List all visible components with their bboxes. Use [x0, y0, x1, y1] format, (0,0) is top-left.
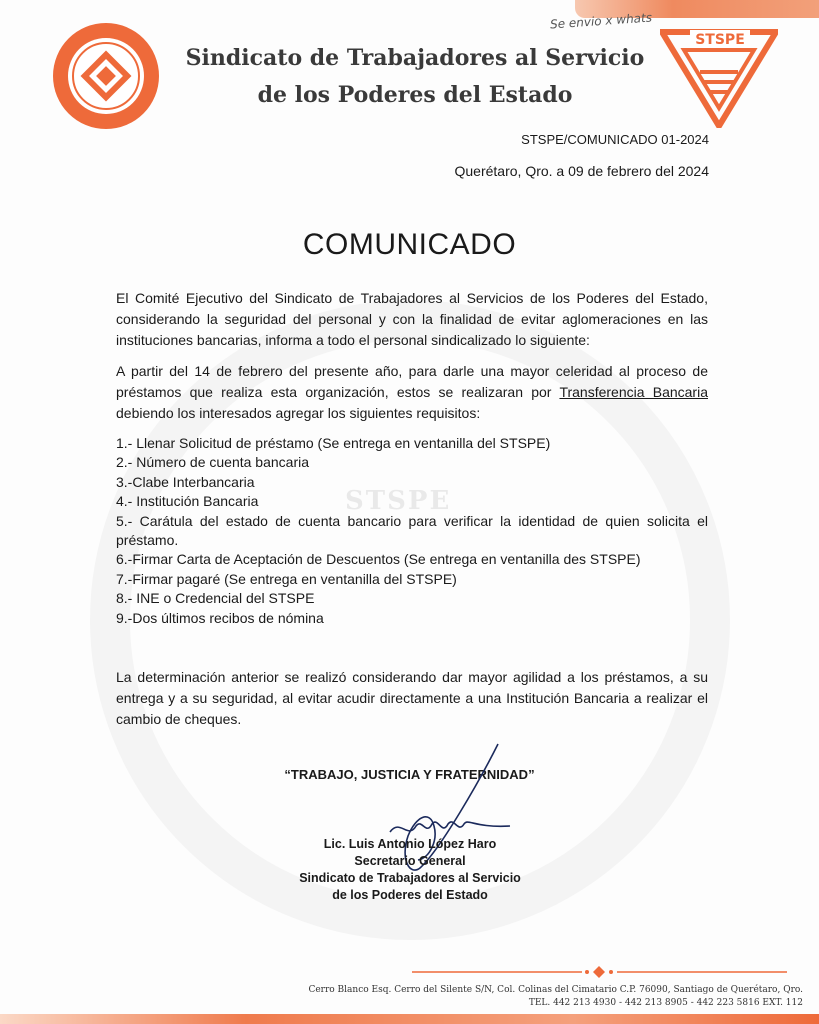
- signature-block: [250, 836, 570, 904]
- paragraph-intro: El Comité Ejecutivo del Sindicato de Trabajadores al Servicios de los Poderes del Estado, considerando la seguridad del personal y con la finalidad de evitar aglomeraciones en las instituciones bancarias, informa a todo el personal sindicalizado lo siguiente:: [116, 290, 708, 348]
- motto: “TRABAJO, JUSTICIA Y FRATERNIDAD”: [284, 767, 535, 782]
- paragraph-conclusion: La determinación anterior se realizó considerando dar mayor agilidad a los préstamos, a su entrega y a su seguridad, al evitar acudir directamente a una Institución Bancaria a realizar el cambio de cheques.: [116, 669, 708, 727]
- date-line: Querétaro, Qro. a 09 de febrero del 2024: [454, 163, 709, 179]
- list-item: 8.- INE o Credencial del STSPE: [116, 590, 315, 607]
- header-title-line2: de los Poderes del Estado: [257, 82, 573, 108]
- handwritten-note: Se envio x whats: [549, 10, 653, 32]
- signatory-position: Secretario General: [354, 854, 466, 868]
- footer-address: Cerro Blanco Esq. Cerro del Silente S/N, Col. Colinas del Cimatario C.P. 76090, Santiago de Querétaro, Qro.: [308, 985, 803, 995]
- requirements-list: [116, 434, 708, 628]
- header-title: [175, 40, 655, 114]
- bottom-decorative-stripe: [0, 1014, 819, 1024]
- list-item: 9.-Dos últimos recibos de nómina: [116, 609, 324, 626]
- signatory-org-line1: Sindicato de Trabajadores al Servicio: [299, 871, 521, 885]
- transfer-underlined: Transferencia Bancaria: [559, 384, 708, 400]
- list-item: 1.- Llenar Solicitud de préstamo (Se entrega en ventanilla del STSPE): [116, 435, 551, 451]
- paragraph-transfer-before: A partir del 14 de febrero del presente año, para darle una mayor celeridad al proceso de préstamos que realiza esta organización, estos se realizaran por: [116, 363, 708, 400]
- reference-number: STSPE/COMUNICADO 01-2024: [521, 132, 709, 147]
- signatory-name: Lic. Luis Antonio López Haro: [323, 837, 497, 851]
- list-item: 3.-Clabe Interbancaria: [116, 473, 255, 490]
- header-title-line1: Sindicato de Trabajadores al Servicio: [185, 45, 645, 71]
- footer-address-block: [308, 984, 803, 1010]
- list-item: 5.- Carátula del estado de cuenta bancario para verificar la identidad de quien solicita el préstamo.: [116, 512, 708, 549]
- watermark-text: STSPE: [345, 486, 452, 516]
- signatory-org-line2: de los Poderes del Estado: [332, 888, 488, 902]
- stspe-logo-icon: [660, 28, 778, 128]
- stspe-logo-text: STSPE: [695, 32, 745, 48]
- list-item: 2.- Número de cuenta bancaria: [116, 454, 309, 471]
- footer-phones: TEL. 442 213 4930 - 442 213 8905 - 442 223 5816 EXT. 112: [528, 998, 803, 1008]
- union-seal-icon: [50, 20, 162, 132]
- list-item: 4.- Institución Bancaria: [116, 493, 259, 510]
- paragraph-transfer-after: debiendo los interesados agregar los siguientes requisitos:: [116, 405, 481, 421]
- document-title: COMUNICADO: [302, 228, 517, 261]
- list-item: 7.-Firmar pagaré (Se entrega en ventanilla del STSPE): [116, 570, 457, 587]
- list-item: 6.-Firmar Carta de Aceptación de Descuentos (Se entrega en ventanilla des STSPE): [116, 551, 641, 568]
- footer-ornament-icon: [412, 966, 787, 978]
- paragraph-transfer: [116, 361, 708, 424]
